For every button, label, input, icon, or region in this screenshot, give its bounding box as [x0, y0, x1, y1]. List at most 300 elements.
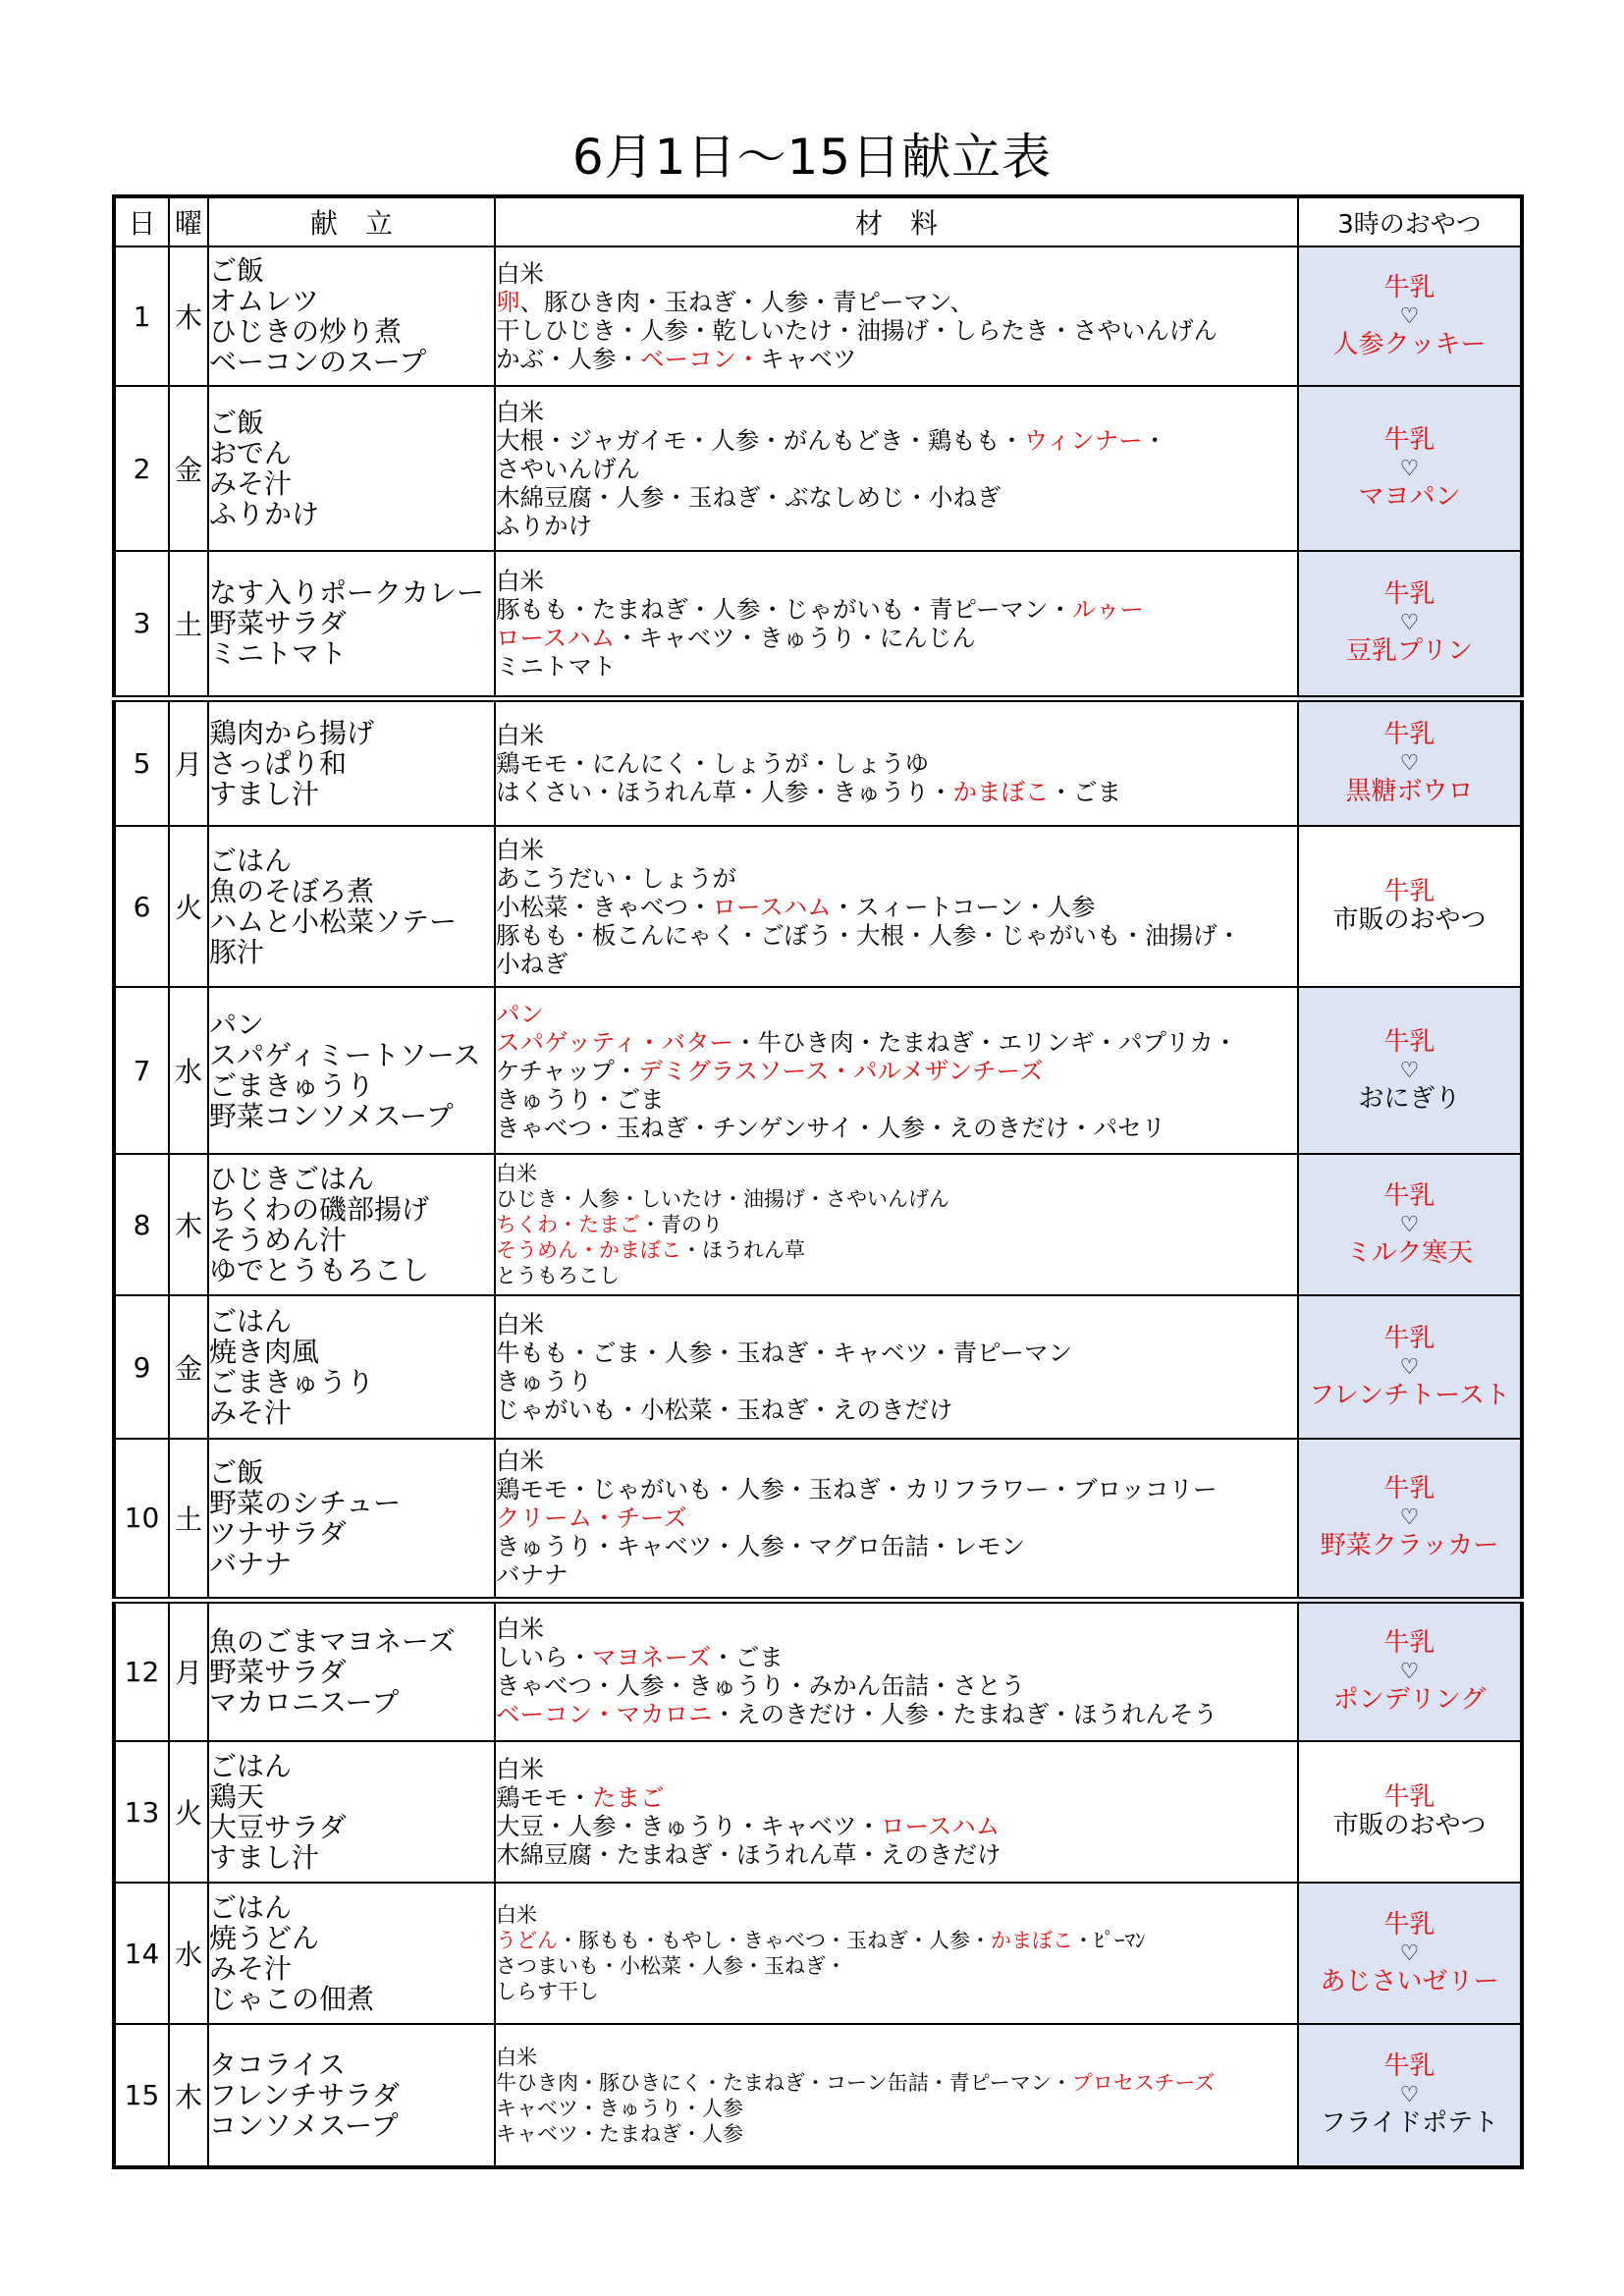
ingredient-text: ・えのきだけ・人参・たまねぎ・ほうれんそう: [712, 1700, 1218, 1729]
menu-cell: [208, 1600, 495, 1741]
ingredient-line: [496, 1028, 1297, 1057]
snack-cell: [1298, 2024, 1522, 2167]
day-cell: 6: [114, 826, 169, 987]
heart-icon: ♡: [1399, 750, 1420, 776]
menu-item: みそ汁: [209, 1396, 293, 1429]
ingredients-cell: [495, 1883, 1298, 2024]
ingredient-line: [496, 1161, 1297, 1186]
ingredient-line: [496, 512, 1297, 540]
ingredient-line: [496, 1212, 1297, 1237]
menu-item: パン: [209, 1009, 265, 1041]
menu-item: 鶏天: [209, 1780, 265, 1813]
ingredient-line: [496, 2045, 1297, 2070]
ingredient-text: 大豆・人参・きゅうり・キャベツ・: [496, 1812, 881, 1840]
menu-item: ツナサラダ: [209, 1516, 347, 1550]
menu-item: ハムと小松菜ソテー: [209, 905, 458, 938]
ingredient-line: [496, 950, 1297, 978]
ingredient-line: [496, 2121, 1297, 2147]
ingredient-line: [496, 1339, 1297, 1367]
ingredient-text: ・牛ひき肉・たまねぎ・エリンギ・パプリカ・: [733, 1027, 1238, 1057]
ingredient-line: [496, 1560, 1297, 1589]
menu-cell: [208, 1741, 495, 1883]
ingredient-line: [496, 567, 1297, 595]
menu-item: ごはん: [209, 1750, 293, 1782]
day-cell: 7: [114, 987, 169, 1154]
weekday-cell: 土: [169, 551, 208, 698]
ingredients-cell: [495, 1600, 1298, 1741]
allergen-ingredient: たまご: [592, 1783, 665, 1812]
ingredients-cell: [495, 826, 1298, 987]
table-row: [114, 1600, 1522, 1741]
snack-cell: [1298, 386, 1522, 551]
snack-cell: [1298, 826, 1522, 987]
ingredient-text: はくさい・ほうれん草・人参・きゅうり・: [496, 777, 953, 806]
snack-milk: 牛乳: [1383, 877, 1435, 906]
ingredient-line: [496, 2070, 1297, 2096]
header-row: [114, 196, 1522, 246]
menu-item: ひじきごはん: [209, 1163, 375, 1195]
ingredient-text: しらす干し: [496, 1980, 599, 2003]
snack-cell: [1298, 1741, 1522, 1883]
heart-icon: ♡: [1399, 1058, 1420, 1083]
ingredients-cell: [495, 698, 1298, 826]
menu-item: ふりかけ: [209, 498, 320, 530]
allergen-ingredient: ベーコン・マカロニ: [496, 1700, 713, 1729]
menu-item: 野菜サラダ: [209, 607, 347, 640]
ingredient-text: 大根・ジャガイモ・人参・がんもどき・鶏もも・: [496, 425, 1024, 455]
menu-item: ご飯: [209, 1455, 265, 1489]
allergen-ingredient: ロースハム: [881, 1812, 1001, 1840]
weekday-cell: 金: [169, 386, 208, 551]
menu-item: ミニトマト: [209, 637, 348, 671]
snack-item: 市販のおやつ: [1332, 1811, 1487, 1840]
ingredient-text: 白米: [496, 1755, 544, 1783]
snack-cell: [1298, 1295, 1522, 1439]
menu-cell: [208, 698, 495, 826]
page-title: 6月1日～15日献立表: [571, 129, 1053, 186]
header-weekday: 曜: [169, 196, 208, 246]
ingredient-line: [496, 1367, 1297, 1395]
ingredient-line: [496, 1700, 1297, 1728]
ingredient-text: きゃべつ・人参・きゅうり・みかん缶詰・さとう: [496, 1671, 1025, 1701]
menu-item: 豚汁: [209, 936, 265, 968]
ingredient-line: [496, 864, 1297, 893]
menu-cell: [208, 1154, 495, 1295]
ingredient-line: [496, 595, 1297, 624]
ingredient-text: ひじき・人参・しいたけ・油揚げ・さやいんげん: [496, 1187, 949, 1211]
ingredient-text: ミニトマト: [496, 651, 617, 681]
ingredient-text: バナナ: [496, 1560, 568, 1590]
ingredient-line: [496, 893, 1297, 921]
table-row: [114, 1154, 1522, 1295]
table-row: [114, 1741, 1522, 1883]
ingredient-text: ・青のり: [640, 1213, 723, 1236]
allergen-ingredient: クリーム・チーズ: [496, 1503, 687, 1533]
ingredient-text: きゅうり・ごま: [496, 1084, 665, 1114]
table-row: [114, 1439, 1522, 1600]
day-cell: 15: [114, 2024, 169, 2167]
day-cell: 5: [114, 698, 169, 826]
ingredient-line: [496, 652, 1297, 681]
ingredient-text: 白米: [496, 720, 544, 749]
snack-milk: 牛乳: [1383, 1627, 1435, 1658]
ingredient-text: 豚もも・板こんにゃく・ごぼう・大根・人参・じゃがいも・油揚げ・: [496, 920, 1242, 950]
menu-cell: [208, 1295, 495, 1439]
allergen-ingredient: ロースハム: [712, 892, 832, 921]
heart-icon: ♡: [1399, 303, 1420, 329]
header-ingredients: 材 料: [495, 196, 1298, 246]
ingredient-line: [496, 1263, 1297, 1288]
snack-item: フレンチトースト: [1308, 1380, 1510, 1410]
menu-item: なす入りポークカレー: [209, 576, 485, 610]
heart-icon: ♡: [1399, 1212, 1420, 1237]
snack-item: 黒糖ボウロ: [1345, 776, 1474, 806]
ingredient-line: [496, 1503, 1297, 1532]
menu-item: すまし汁: [209, 1841, 320, 1874]
ingredient-text: ・スィートコーン・人参: [831, 892, 1096, 921]
snack-milk: 牛乳: [1383, 1323, 1435, 1353]
heart-icon: ♡: [1399, 1354, 1420, 1380]
ingredient-text: しいら・: [496, 1643, 592, 1672]
menu-item: ちくわの磯部揚げ: [209, 1193, 430, 1226]
weekday-cell: 水: [169, 987, 208, 1154]
ingredient-text: 干しひじき・人参・乾しいたけ・油揚げ・しらたき・さやいんげん: [496, 316, 1218, 345]
allergen-ingredient: ルゥー: [1072, 594, 1145, 624]
ingredient-line: [496, 624, 1297, 652]
ingredient-text: ・豚もも・もやし・きゃべつ・玉ねぎ・人参・: [558, 1929, 991, 1952]
ingredient-text: 鶏モモ・: [496, 1783, 592, 1812]
snack-item: フライドポテト: [1320, 2108, 1499, 2138]
weekday-cell: 木: [169, 2024, 208, 2167]
day-cell: 14: [114, 1883, 169, 2024]
ingredient-line: [496, 1395, 1297, 1424]
ingredient-text: ・キャベツ・きゅうり・にんじん: [615, 623, 976, 652]
menu-item: 野菜のシチュー: [209, 1486, 402, 1519]
table-row: [114, 2024, 1522, 2167]
allergen-ingredient: かまぼこ: [952, 777, 1050, 806]
ingredient-text: あこうだい・しょうが: [496, 863, 736, 893]
ingredient-line: [496, 1671, 1297, 1700]
snack-cell: [1298, 246, 1522, 386]
ingredient-line: [496, 1310, 1297, 1339]
menu-item: タコライス: [209, 2049, 346, 2081]
ingredient-text: 小松菜・きゃべつ・: [496, 892, 713, 921]
day-cell: 10: [114, 1439, 169, 1600]
ingredient-text: さやいんげん: [496, 454, 640, 483]
heart-icon: ♡: [1399, 611, 1420, 636]
table-row: [114, 246, 1522, 386]
ingredient-text: ・ごま: [1049, 777, 1121, 806]
ingredient-text: 木綿豆腐・たまねぎ・ほうれん草・えのきだけ: [496, 1840, 1001, 1869]
allergen-ingredient: パン: [496, 999, 544, 1028]
day-cell: 8: [114, 1154, 169, 1295]
snack-cell: [1298, 551, 1522, 698]
allergen-ingredient: かまぼこ: [991, 1929, 1073, 1952]
ingredient-line: [496, 1532, 1297, 1560]
ingredient-text: ふりかけ: [496, 511, 592, 540]
weekday-cell: 月: [169, 1600, 208, 1741]
ingredients-cell: [495, 987, 1298, 1154]
snack-milk: 牛乳: [1383, 272, 1435, 302]
ingredients-cell: [495, 1439, 1298, 1600]
allergen-ingredient: デミグラスソース・パルメザンチーズ: [638, 1056, 1044, 1085]
ingredient-line: [496, 749, 1297, 778]
ingredient-line: [496, 1643, 1297, 1671]
weekday-cell: 木: [169, 1154, 208, 1295]
ingredient-text: 、豚ひき肉・玉ねぎ・人参・青ピーマン、: [519, 288, 975, 316]
ingredient-line: [496, 1902, 1297, 1928]
menu-table: [112, 194, 1524, 2169]
ingredient-line: [496, 398, 1297, 426]
ingredients-cell: [495, 1295, 1298, 1439]
allergen-ingredient: プロセスチーズ: [1071, 2070, 1216, 2095]
ingredient-line: [496, 483, 1297, 512]
snack-cell: [1298, 987, 1522, 1154]
allergen-ingredient: ベーコン・: [640, 345, 761, 373]
menu-item: ごまきゅうり: [209, 1366, 375, 1398]
ingredients-cell: [495, 551, 1298, 698]
day-cell: 12: [114, 1600, 169, 1741]
menu-item: バナナ: [209, 1547, 293, 1580]
ingredient-line: [496, 1057, 1297, 1085]
allergen-ingredient: マヨネーズ: [592, 1643, 712, 1672]
allergen-ingredient: ちくわ・たまご: [496, 1213, 640, 1236]
snack-milk: 牛乳: [1383, 1909, 1435, 1940]
day-cell: 2: [114, 386, 169, 551]
ingredient-text: 牛ひき肉・豚ひきにく・たまねぎ・コーン缶詰・青ピーマン・: [496, 2070, 1072, 2095]
snack-milk: 牛乳: [1383, 424, 1435, 455]
menu-cell: [208, 2024, 495, 2167]
menu-item: コンソメスープ: [209, 2109, 399, 2142]
ingredient-text: ・ほうれん草: [681, 1238, 805, 1262]
weekday-cell: 木: [169, 246, 208, 386]
weekday-cell: 水: [169, 1883, 208, 2024]
ingredients-cell: [495, 386, 1298, 551]
allergen-ingredient: 卵: [496, 288, 520, 316]
heart-icon: ♡: [1399, 1505, 1420, 1531]
table-row: [114, 386, 1522, 551]
table-row: [114, 551, 1522, 698]
ingredient-text: かぶ・人参・: [496, 345, 640, 373]
ingredient-text: ・ごま: [711, 1643, 784, 1672]
ingredient-line: [496, 1783, 1297, 1812]
ingredient-line: [496, 259, 1297, 288]
menu-item: ごはん: [209, 1305, 293, 1338]
ingredient-line: [496, 836, 1297, 864]
ingredient-line: [496, 316, 1297, 345]
menu-item: ごはん: [209, 1891, 293, 1924]
snack-milk: 牛乳: [1383, 1026, 1435, 1057]
weekday-cell: 金: [169, 1295, 208, 1439]
ingredient-text: 白米: [496, 397, 544, 426]
allergen-ingredient: ウィンナー: [1023, 425, 1143, 455]
menu-cell: [208, 1883, 495, 2024]
menu-cell: [208, 826, 495, 987]
allergen-ingredient: スパゲッティ・バター: [496, 1027, 734, 1057]
snack-cell: [1298, 1439, 1522, 1600]
ingredient-text: 小ねぎ: [496, 949, 568, 978]
ingredient-line: [496, 426, 1297, 455]
menu-item: ご飯: [209, 254, 265, 287]
snack-milk: 牛乳: [1383, 1180, 1435, 1211]
menu-item: 魚のそぼろ煮: [209, 875, 375, 907]
menu-item: 野菜サラダ: [209, 1655, 347, 1688]
menu-item: ゆでとうもろこし: [209, 1254, 430, 1286]
snack-item: ミルク寒天: [1345, 1237, 1474, 1268]
ingredients-cell: [495, 2024, 1298, 2167]
ingredient-text: 鶏モモ・にんにく・しょうが・しょうゆ: [496, 748, 929, 778]
ingredient-line: [496, 921, 1297, 950]
table-row: [114, 698, 1522, 826]
menu-item: ひじきの炒り煮: [209, 315, 403, 348]
ingredient-text: とうもろこし: [496, 1264, 620, 1287]
menu-item: スパゲィミートソース: [209, 1039, 481, 1071]
ingredient-line: [496, 1840, 1297, 1869]
snack-item: ポンデリング: [1332, 1684, 1487, 1715]
menu-item: 焼うどん: [209, 1922, 320, 1954]
snack-milk: 牛乳: [1383, 579, 1435, 610]
ingredient-text: 白米: [496, 1903, 537, 1927]
ingredient-text: キャベツ: [760, 345, 857, 373]
heart-icon: ♡: [1399, 1941, 1420, 1966]
menu-cell: [208, 987, 495, 1154]
table-row: [114, 1883, 1522, 2024]
table-row: [114, 826, 1522, 987]
table-row: [114, 987, 1522, 1154]
day-cell: 1: [114, 246, 169, 386]
ingredient-text: きゅうり: [496, 1367, 592, 1395]
allergen-ingredient: うどん: [496, 1929, 558, 1952]
header-snack: 3時のおやつ: [1298, 196, 1522, 246]
menu-cell: [208, 246, 495, 386]
menu-item: ベーコンのスープ: [209, 346, 427, 378]
menu-item: フレンチサラダ: [209, 2079, 400, 2111]
ingredient-text: 白米: [496, 259, 544, 288]
snack-item: おにぎり: [1358, 1083, 1461, 1114]
ingredient-text: きゅうり・キャベツ・人参・マグロ缶詰・レモン: [496, 1532, 1025, 1561]
ingredient-line: [496, 1000, 1297, 1028]
ingredient-line: [496, 1928, 1297, 1953]
menu-item: ご飯: [209, 407, 265, 439]
ingredient-text: 豚もも・たまねぎ・人参・じゃがいも・青ピーマン・: [496, 594, 1073, 624]
ingredient-text: 白米: [496, 1310, 544, 1339]
menu-item: 大豆サラダ: [209, 1811, 347, 1843]
day-cell: 9: [114, 1295, 169, 1439]
ingredient-text: 白米: [496, 2045, 537, 2069]
ingredient-text: じゃがいも・小松菜・玉ねぎ・えのきだけ: [496, 1395, 953, 1424]
allergen-ingredient: ロースハム: [496, 623, 616, 652]
ingredient-line: [496, 1186, 1297, 1212]
menu-item: じゃこの佃煮: [209, 1983, 375, 2015]
ingredient-text: キャベツ・たまねぎ・人参: [496, 2121, 743, 2146]
menu-cell: [208, 551, 495, 698]
menu-item: 焼き肉風: [209, 1336, 320, 1368]
snack-item: マヨパン: [1358, 481, 1461, 512]
snack-cell: [1298, 1883, 1522, 2024]
heart-icon: ♡: [1399, 1659, 1420, 1684]
ingredient-text: さつまいも・小松菜・人参・玉ねぎ・: [496, 1954, 846, 1978]
menu-item: そうめん汁: [209, 1224, 348, 1256]
ingredient-line: [496, 288, 1297, 316]
weekday-cell: 火: [169, 826, 208, 987]
snack-item: 市販のおやつ: [1332, 905, 1487, 935]
snack-cell: [1298, 1154, 1522, 1295]
menu-item: みそ汁: [209, 467, 293, 500]
menu-item: 野菜コンソメスープ: [209, 1100, 454, 1132]
ingredient-text: 牛もも・ごま・人参・玉ねぎ・キャベツ・青ピーマン: [496, 1339, 1073, 1367]
table-row: [114, 1295, 1522, 1439]
ingredient-text: 鶏モモ・じゃがいも・人参・玉ねぎ・カリフラワー・ブロッコリー: [496, 1475, 1218, 1504]
ingredient-line: [496, 1447, 1297, 1475]
ingredient-text: 木綿豆腐・人参・玉ねぎ・ぶなしめじ・小ねぎ: [496, 482, 1001, 512]
menu-item: 鶏肉から揚げ: [209, 716, 375, 749]
weekday-cell: 土: [169, 1439, 208, 1600]
heart-icon: ♡: [1399, 456, 1420, 481]
menu-item: みそ汁: [209, 1952, 293, 1985]
ingredient-line: [496, 1979, 1297, 2004]
menu-item: さっぱり和: [209, 746, 348, 780]
ingredient-line: [496, 1085, 1297, 1114]
snack-cell: [1298, 698, 1522, 826]
snack-milk: 牛乳: [1383, 719, 1435, 749]
menu-item: ごまきゅうり: [209, 1069, 375, 1102]
ingredient-text: 白米: [496, 566, 544, 595]
menu-item: マカロニスープ: [209, 1685, 400, 1719]
ingredient-text: 白米: [496, 1614, 544, 1644]
ingredient-line: [496, 1475, 1297, 1503]
ingredient-text: 白米: [496, 1162, 537, 1185]
ingredient-line: [496, 2096, 1297, 2121]
ingredient-line: [496, 1953, 1297, 1979]
ingredient-text: 白米: [496, 1447, 544, 1476]
ingredient-line: [496, 1114, 1297, 1142]
ingredient-line: [496, 721, 1297, 749]
menu-cell: [208, 386, 495, 551]
snack-milk: 牛乳: [1383, 1782, 1435, 1812]
snack-milk: 牛乳: [1383, 2051, 1435, 2081]
ingredient-text: ・: [1142, 425, 1167, 455]
ingredients-cell: [495, 1154, 1298, 1295]
menu-item: オムレツ: [209, 285, 320, 317]
ingredient-text: 白米: [496, 835, 544, 864]
ingredient-line: [496, 1614, 1297, 1643]
menu-cell: [208, 1439, 495, 1600]
snack-cell: [1298, 1600, 1522, 1741]
menu-item: おでん: [209, 437, 292, 469]
day-cell: 13: [114, 1741, 169, 1883]
ingredient-line: [496, 1812, 1297, 1840]
weekday-cell: 月: [169, 698, 208, 826]
ingredient-text: キャベツ・きゅうり・人参: [496, 2096, 743, 2120]
snack-item: 人参クッキー: [1332, 329, 1487, 359]
ingredients-cell: [495, 246, 1298, 386]
ingredient-text: ・ﾋﾟｰﾏﾝ: [1073, 1929, 1146, 1952]
weekday-cell: 火: [169, 1741, 208, 1883]
ingredient-text: きゃべつ・玉ねぎ・チンゲンサイ・人参・えのきだけ・パセリ: [496, 1113, 1166, 1142]
menu-item: 魚のごまマヨネーズ: [209, 1624, 456, 1658]
snack-item: 野菜クラッカー: [1320, 1531, 1499, 1561]
ingredient-line: [496, 778, 1297, 806]
menu-item: すまし汁: [209, 777, 320, 810]
header-day: 日: [114, 196, 169, 246]
ingredient-text: ケチャップ・: [496, 1056, 639, 1085]
snack-milk: 牛乳: [1383, 1474, 1435, 1504]
snack-item: 豆乳プリン: [1346, 636, 1473, 667]
allergen-ingredient: そうめん・かまぼこ: [496, 1238, 681, 1262]
day-cell: 3: [114, 551, 169, 698]
heart-icon: ♡: [1399, 2083, 1420, 2107]
ingredient-line: [496, 1237, 1297, 1263]
